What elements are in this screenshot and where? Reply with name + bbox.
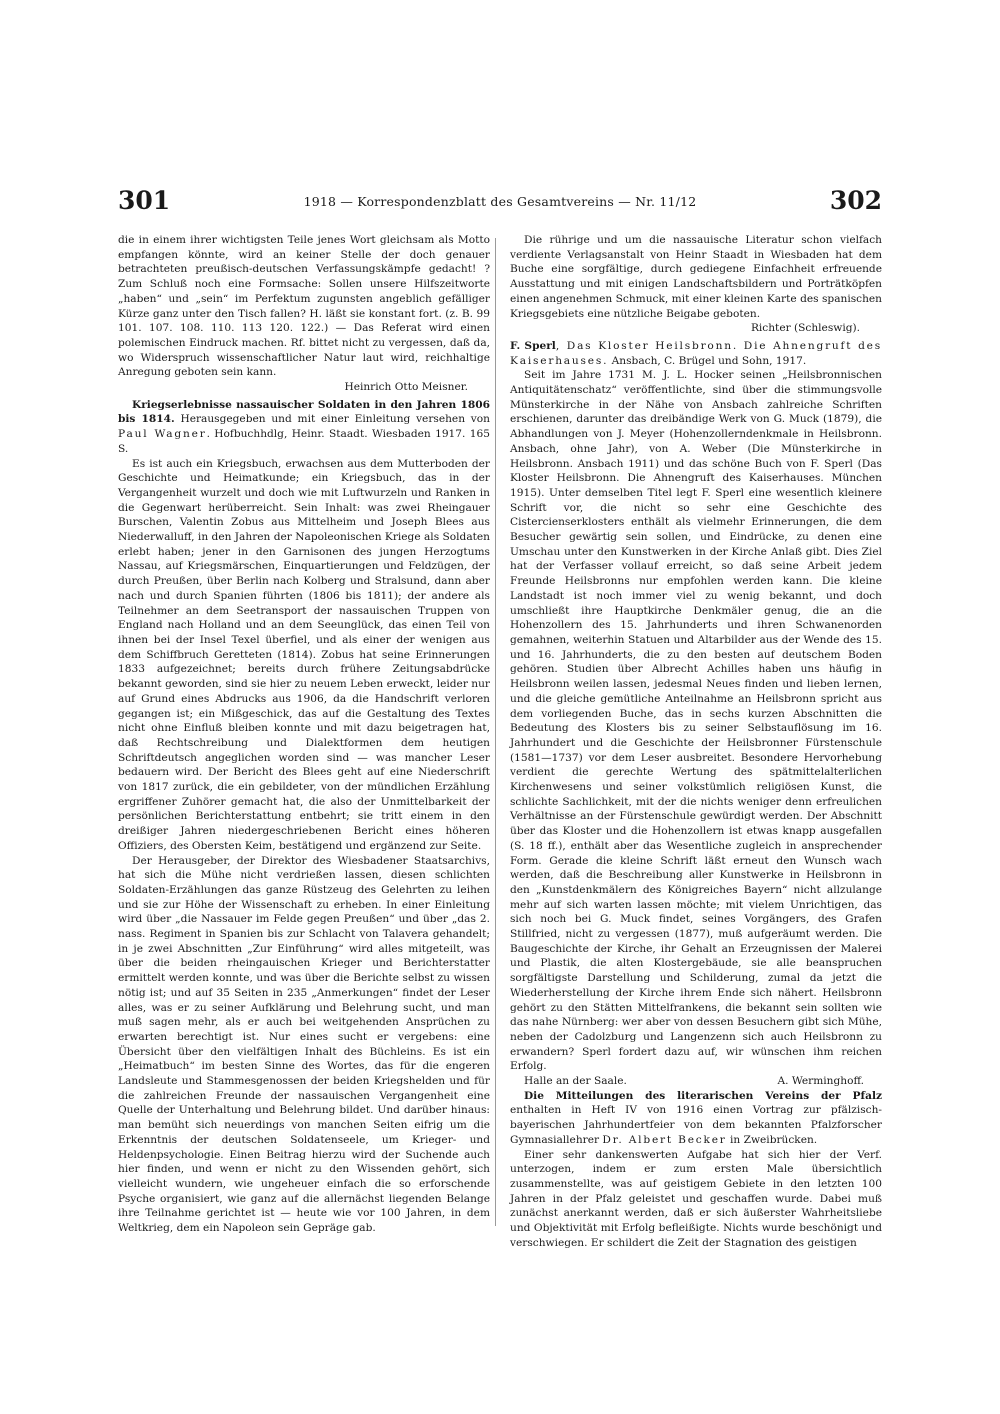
review-paragraph: Es ist auch ein Kriegsbuch, erwachsen aus dem Mutterboden der Geschichte und Heimatkunde; ein Kriegsbuch, das in der Vergangenheit wurzelt und doch wie mit Luftwurzeln und Ranken in die Gegenwart herüberreicht. Sein Inhalt: was zwei Rheingauer Burschen, Valentin Zobus aus Mittelheim und Joseph Blees aus Niederwalluff, in den Jahren der Napoleonischen Kriege als Soldaten erlebt haben; jener in den Garnisonen des jungen Herzogtums Nassau, auf Kriegsmärschen, Einquartierungen und Feldzügen, der durch Preußen, über Berlin nach Kolberg und Stralsund, dann aber nach und durch Spanien führten (1806 bis 1811); der andere als Teilnehmer an dem Seetransport der nassauischen Truppen von England nach Holland und an dem Seeunglück, das einen Teil von ihnen bei der Insel Texel überfiel, und als einer der wenigen aus dem Schiffbruch Geretteten (1814). Zobus hat seine Erinnerungen 1833 aufgezeichnet; bereits durch frühere Zeitungsabdrücke bekannt geworden, sind sie hier zu neuem Leben erweckt, leider nur auf Grund eines Abdrucks aus 1906, da die Handschrift verloren gegangen ist; ein Mißgeschick, das auf die Gestaltung des Textes nicht ohne Einfluß bleiben konnte und mit dazu beigetragen hat, daß Rechtschreibung und Dialektformen dem heutigen Schriftdeutsch angeglichen worden sind — was mancher Leser bedauern wird. Der Bericht des Blees geht auf eine Niederschrift von 1817 zurück, die ein gebildeter, von der mündlichen Erzählung ergriffener Zuhörer gemacht hat, die also der Unmittelbarkeit der persönlichen Berichterstattung entbehrt; sie tritt einem in den dreißiger Jahren niedergeschriebenen Bericht eines höheren Offiziers, des Obersten Keim, bestätigend und ergänzend zur Seite. (118, 457, 490, 852)
journal-person: Dr. Albert Becker (602, 1133, 727, 1146)
column-divider (495, 238, 496, 1226)
journal-meta-a: enthalten in Heft IV von 1916 einen Vortrag zur pfälzisch-bayerischen Jahrhundertfeier von dem bekannten Pfalzforscher Gymnasiallehrer (510, 1104, 882, 1146)
review-paragraph: Einer sehr dankenswerten Aufgabe hat sich hier der Verf. unterzogen, indem er zum ersten Male übersichtlich zusammenstellte, was auf geistigem Gebiete in den letzten 100 Jahren in der Pfalz geleistet und geschaffen wurde. Dabei muß zunächst anerkannt werden, daß er sich äußerster Wahrheitsliebe und Objektivität mit Erfolg befleißigte. Nichts wurde beschönigt und verschwiegen. Er schildert die Zeit der Stagnation des geistigen (510, 1148, 882, 1249)
review-heading (510, 1089, 882, 1148)
review-continuation: die in einem ihrer wichtigsten Teile jenes Wort gleichsam als Motto empfangen könnte, wird an keiner Stelle der doch genauer betrachteten preußisch-deutschen Verfassungskämpfe gedacht! ? Zum Schluß noch eine Formsache: Sollen unsere Hilfszeitworte „haben“ und „sein“ im Perfektum zugunsten angeblich gefälliger Kürze ganz unter den Tisch fallen? H. läßt sie konstant fort. (z. B. 99 101. 107. 108. 110. 113 120. 122.) — Das Referat wird einen polemischen Eindruck machen. Rf. bittet nicht zu vergessen, daß da, wo Widerspruch wissenschaftlicher Natur laut wird, reichhaltige Anregung geboten sein kann. (118, 234, 490, 379)
running-head (118, 186, 882, 226)
signature-place: Halle an der Saale. (524, 1075, 627, 1088)
left-column (118, 233, 490, 1236)
reviewer-signature-row (510, 1074, 882, 1089)
book-editor: Paul Wagner (118, 428, 207, 441)
journal-meta-b: in Zweibrücken. (726, 1133, 818, 1146)
running-head-title: 1918 — Korrespondenzblatt des Gesamtvereins — Nr. 11/12 (303, 194, 697, 209)
review-paragraph: Seit im Jahre 1731 M. J. L. Hocker seinen „Heilsbronnischen Antiquitätenschatz“ veröffentlichte, sind über die stimmungsvolle Münsterkirche in der Nähe von Ansbach zahlreiche Schriften erschienen, darunter das dreibändige Werk von G. Muck (1879), die Abhandlungen von J. Meyer (Hohenzollerndenkmale in Heilsbronn. Ansbach, ohne Jahr), von A. Weber (Die Münsterkirche in Heilsbronn. Ansbach 1911) und das schöne Buch von F. Sperl (Das Kloster Heilsbronn. Die Ahnengruft des Kaiserhauses. München 1915). Unter demselben Titel legt F. Sperl eine wesentlich kleinere Schrift vor, die nicht so sehr eine Geschichte des Cistercienserklosters enthält als vielmehr Erinnerungen, die dem Besucher gewärtig sein sollen, und Eindrücke, zu denen eine Umschau unter den Kunstwerken in der Kirche Anlaß gibt. Dies Ziel hat der Verfasser vollauf erreicht, so daß seine Arbeit jedem Freunde Heilsbronns nur empfohlen werden kann. Die kleine Landstadt ist noch immer viel zu wenig bekannt, und doch umschließt ihre Hauptkirche Denkmäler genug, die an die Hohenzollern des 15. Jahrhunderts und ihren Schwanenorden gemahnen, weiterhin Statuen und Altarbilder aus der Wende des 15. und 16. Jahrhunderts, die zu den besten auf deutschem Boden gehören. Studien über Albrecht Achilles haben uns häufig in Heilsbronn weilen lassen, jedesmal Neues finden und lieben lernen, und die gleiche gemütliche Anteilnahme an Heilsbronn spricht aus dem vorliegenden Buche, das in sechs kurzen Abschnitten die Bedeutung des Klosters bis zu seiner Selbstauflösung im 16. Jahrhundert und die Geschichte der Heilsbronner Fürstenschule (1581—1737) vor dem Leser ausbreitet. Besondere Hervorhebung verdient die gerechte Wertung des spätmittelalterlichen Kirchenwesens und seiner volkstümlich religiösen Kunst, die schlichte Sachlichkeit, mit der die nichts weniger denn erfreulichen Verhältnisse an der Fürstenschule gewürdigt werden. Der Abschnitt über das Kloster und die Hohenzollern ist etwas knapp ausgefallen (S. 18 ff.), enthält aber das Wesentliche zugleich in ansprechender Form. Gerade die kleine Schrift läßt erneut den Wunsch wach werden, daß die Beschreibung aller Kunstwerke in Heilsbronn in den „Kunstdenkmälern des Königreiches Bayern“ nicht allzulange mehr auf sich warten lassen möchte; mit vielem Unrichtigen, das sich noch bei G. Muck findet, seines Vorgängers, des Grafen Stillfried, nicht zu vergessen (1877), muß aufgeräumt werden. Die Baugeschichte der Kirche, ihr Gehalt an Erzeugnissen der Malerei und Plastik, die alten Klostergebäude, sie alle beanspruchen sorgfältigste Darstellung und Schilderung, zumal da jetzt die Wiederherstellung der Kirche ihrem Ende sich nähert. Heilsbronn gehört zu den Stätten Mittelfrankens, die bekannt sein sollten wie das nahe Nürnberg: wer aber von dessen Besuchern gibt sich Mühe, neben der Cadolzburg und Langenzenn sich auch Heilsbronn zu erwandern? Sperl fordert dazu auf, wir wünschen ihm reichen Erfolg. (510, 369, 882, 1073)
book-title: Kriegserlebnisse nassauischer Soldaten in den Jahren 1806 bis 1814. (118, 398, 490, 426)
book-meta-a: Herausgegeben und mit einer Einleitung versehen von (174, 413, 490, 426)
review-paragraph: Die rührige und um die nassauische Literatur schon vielfach verdiente Verlagsanstalt von Heinr Staadt in Wiesbaden hat dem Buche eine sorgfältige, durch gediegene Einfachheit erfreuende Ausstattung und mit einigen Landschaftsbildern und Porträtköpfen einen angenehmen Schmuck, mit einer kleinen Karte des spanischen Kriegsgebiets eine nützliche Beigabe geboten. (510, 234, 882, 320)
book-meta-b: . Hofbuchhdlg, Heinr. Staadt. Wiesbaden 1917. 165 S. (118, 428, 490, 455)
review-heading (510, 339, 882, 368)
right-column (510, 233, 882, 1251)
reviewer-signature: Richter (Schleswig). (750, 322, 860, 335)
signature-name: A. Werminghoff. (777, 1075, 864, 1088)
review-paragraph: Der Herausgeber, der Direktor des Wiesbadener Staatsarchivs, hat sich die Mühe nicht verdrießen lassen, diesen schlichten Soldaten-Erzählungen das ganze Rüstzeug des Gelehrten zu leihen und sie zur Höhe der Wissenschaft zu erheben. In einer Einleitung wird über „die Nassauer im Felde gegen Preußen“ und über „das 2. nass. Regiment in Spanien bis zur Schlacht von Talavera gehandelt; in je zwei Abschnitten „Zur Einführung“ wird alles mitgeteilt, was über die beiden rheingauischen Krieger und Berichterstatter ermittelt werden konnte, und was über die Berichte selbst zu wissen nötig ist; und auf 35 Seiten in 235 „Anmerkungen“ findet der Leser alles, was er zu seiner Aufklärung und Belehrung sucht, und man muß sagen mehr, als er auch bei weitgehenden Ansprüchen zu erwarten berechtigt ist. Nur eines sucht er vergebens: eine Übersicht über den vielfältigen Inhalt des Büchleins. Es ist ein „Heimatbuch“ im besten Sinne des Wortes, das für die engeren Landsleute und Stammesgenossen der beiden Kriegshelden und für die zahlreichen Freunde der nassauischen Vergangenheit eine Quelle der Unterhaltung und Belehrung bildet. Und darüber hinaus: man bemüht sich neuerdings von manchen Seiten eifrig um die Erkenntnis der deutschen Soldatenseele, um Krieger- und Heldenpsychologie. Einen Beitrag hierzu wird der Suchende auch hier finden, und wenn er nicht zu den Wissenden gehört, sich vielleicht wundern, wie ungeheuer einfach die so erforschende Psyche organisiert, wie ganz auf die allernächst liegenden Belange ihre Teilnahme gerichtet ist — heute wie vor 100 Jahren, in dem Weltkrieg, dem ein Napoleon sein Gepräge gab. (118, 854, 490, 1235)
book-meta: Ansbach, C. Brügel und Sohn, 1917. (608, 354, 807, 367)
review-heading (118, 398, 490, 457)
reviewer-signature: Heinrich Otto Meisner. (344, 381, 468, 394)
page-number-right: 302 (829, 186, 882, 215)
book-author: F. Sperl (510, 339, 556, 352)
journal-title: Die Mitteilungen des literarischen Vereins der Pfalz (524, 1089, 882, 1102)
book-title: , Das Kloster Heilsbronn. Die Ahnengruft des Kaiserhauses. (510, 339, 882, 367)
page-number-left: 301 (118, 186, 171, 215)
